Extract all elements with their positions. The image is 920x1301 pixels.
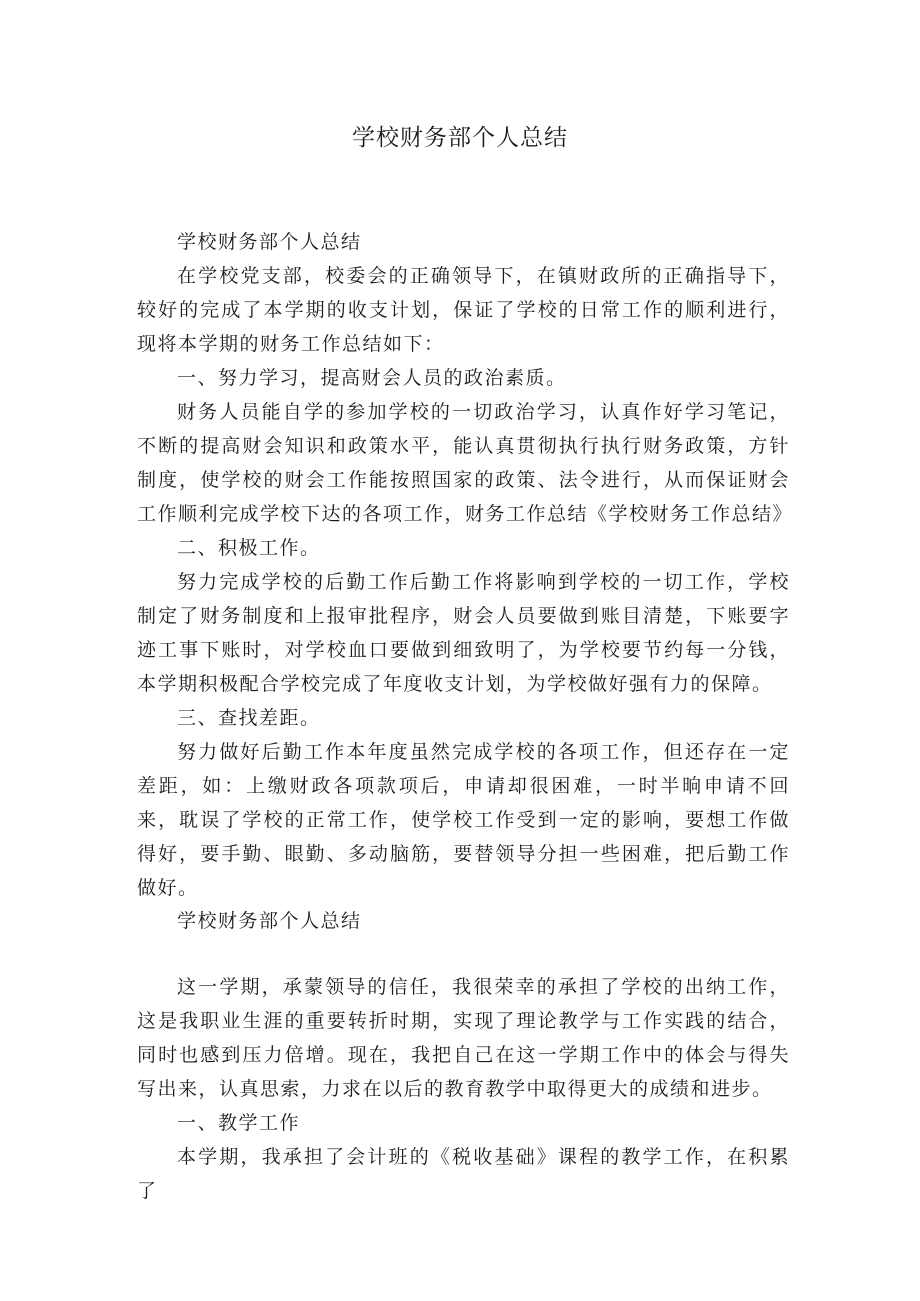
section-2-heading-1: 一、教学工作 [177,1112,301,1134]
section-1-heading-2: 二、积极工作。 [177,537,321,559]
section-1-heading-1: 一、努力学习，提高财会人员的政治素质。 [177,367,567,389]
page-title: 学校财务部个人总结 [352,125,568,151]
section-1-heading: 学校财务部个人总结 [177,231,362,253]
section-1-intro: 在学校党支部，校委会的正确领导下，在镇财政所的正确指导下，较好的完成了本学期的收支计划，保证了学校的日常工作的顺利进行，现将本学期的财务工作总结如下： [137,265,790,355]
section-2-intro: 这一学期，承蒙领导的信任，我很荣幸的承担了学校的出纳工作，这是我职业生涯的重要转折时期，实现了理论教学与工作实践的结合，同时也感到压力倍增。现在，我把自己在这一学期工作中的体会与得失写出来，认真思索，力求在以后的教育教学中取得更大的成绩和进步。 [137,976,790,1100]
section-1-heading-3: 三、查找差距。 [177,707,321,729]
section-2-heading: 学校财务部个人总结 [177,910,362,932]
section-1-paragraph-3: 努力做好后勤工作本年度虽然完成学校的各项工作，但还存在一定差距，如：上缴财政各项款项后，申请却很困难，一时半晌申请不回来，耽误了学校的正常工作，使学校工作受到一定的影响，要想工作做得好，要手勤、眼勤、多动脑筋，要替领导分担一些困难，把后勤工作做好。 [137,741,790,899]
section-1-paragraph-2: 努力完成学校的后勤工作后勤工作将影响到学校的一切工作，学校制定了财务制度和上报审批程序，财会人员要做到账目清楚，下账要字迹工事下账时，对学校血口要做到细致明了，为学校要节约每一分钱，本学期积极配合学校完成了年度收支计划，为学校做好强有力的保障。 [137,571,790,695]
section-1-paragraph-1: 财务人员能自学的参加学校的一切政治学习，认真作好学习笔记，不断的提高财会知识和政策水平，能认真贯彻执行执行财务政策，方针制度，使学校的财会工作能按照国家的政策、法令进行，从而保证财会工作顺利完成学校下达的各项工作，财务工作总结《学校财务工作总结》 [137,401,794,525]
section-2-paragraph-1: 本学期，我承担了会计班的《税收基础》课程的教学工作，在积累了 [137,1146,790,1202]
